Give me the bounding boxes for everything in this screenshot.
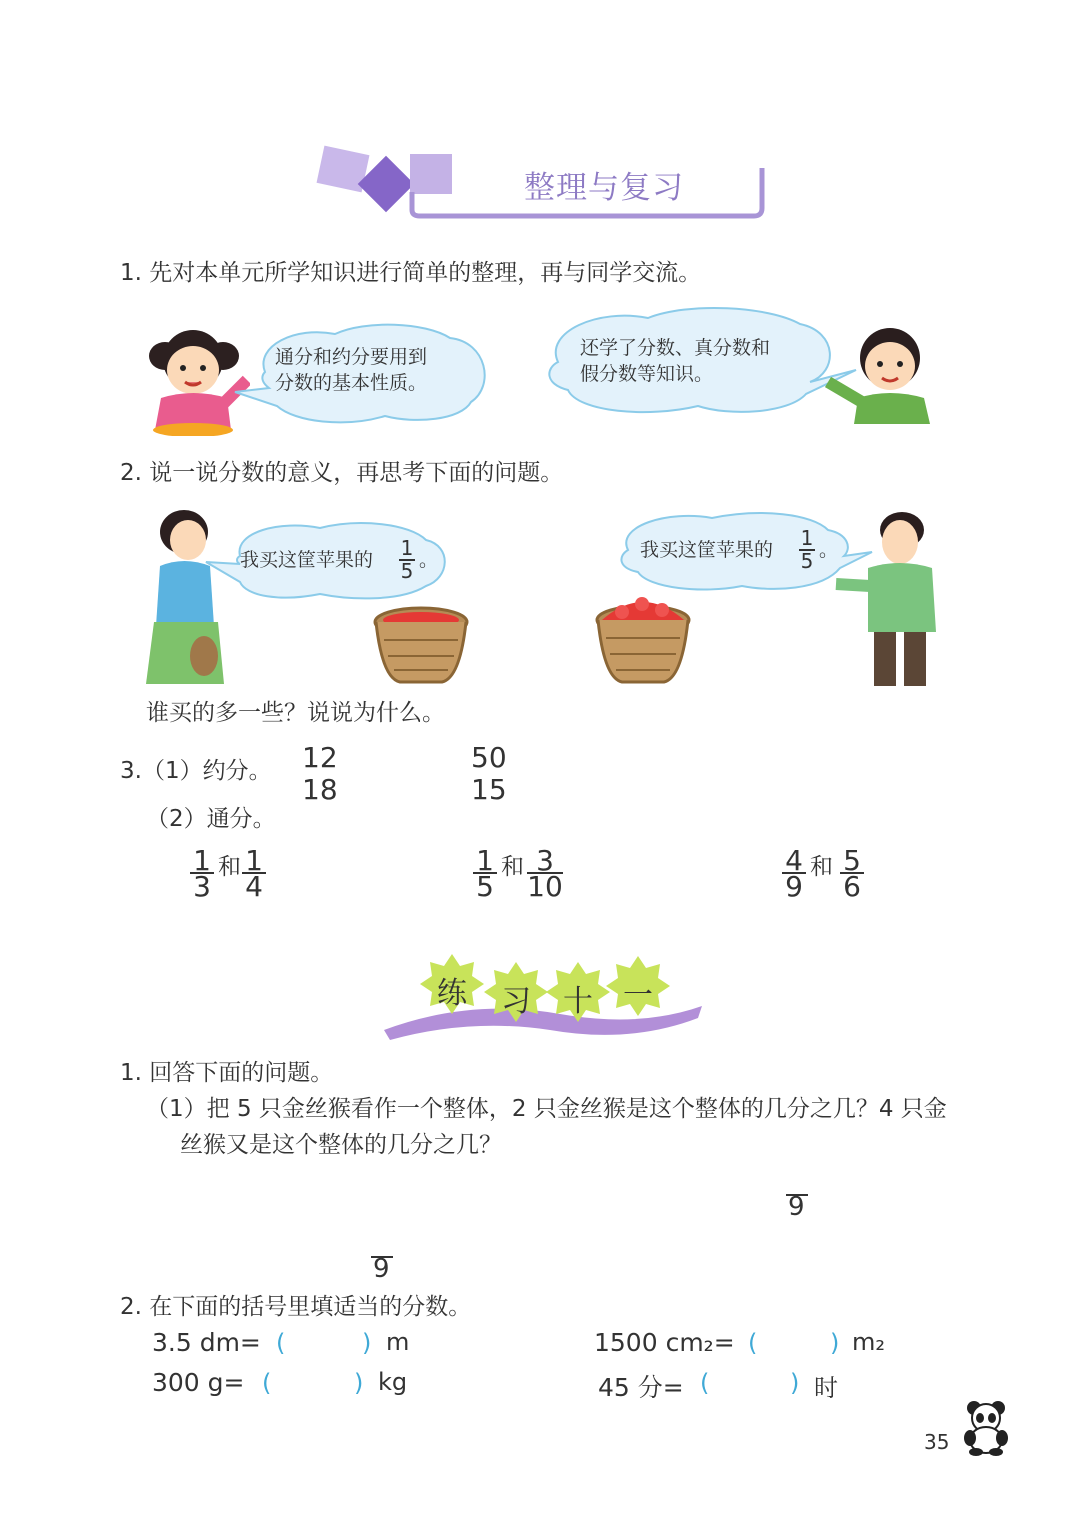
and-text: 和	[810, 854, 833, 880]
question-3-common-label: （2）通分。	[146, 806, 276, 832]
woman-bubble-fraction	[397, 538, 417, 582]
fraction-bar	[527, 872, 563, 874]
and-text: 和	[218, 854, 241, 880]
fraction-bar	[190, 872, 214, 874]
man-bubble-fraction	[797, 528, 817, 572]
fraction-denominator: 15	[471, 773, 507, 806]
man-illustration	[832, 508, 942, 688]
exercise-title-char-1: 练	[437, 976, 467, 1011]
fraction-bar	[782, 872, 806, 874]
fill-expression: 45 分=	[598, 1373, 684, 1402]
woman-bubble-end: 。	[419, 549, 439, 571]
exercise-question-1-1-line-2: 丝猴又是这个整体的几分之几？	[180, 1132, 502, 1158]
exercise-question-1-1-line-1: （1）把 5 只金丝猴看作一个整体，2 只金丝猴是这个整体的几分之几？4 只金	[146, 1096, 947, 1122]
fill-close-paren: )	[830, 1329, 840, 1357]
fill-item-1	[152, 1328, 432, 1360]
fraction-bar	[840, 872, 864, 874]
fraction-denominator: 10	[527, 870, 563, 903]
fill-unit: m₂	[852, 1328, 885, 1356]
exercise-title-char-4: 一	[623, 978, 653, 1013]
fraction-numerator: 12	[302, 741, 338, 774]
exercise-header-decoration	[380, 948, 710, 1044]
reduce-fraction-2	[471, 742, 507, 806]
fraction-denominator: 5	[400, 559, 414, 583]
reduce-fraction-1	[302, 742, 338, 806]
stray-digit-a: 9	[788, 1192, 805, 1222]
exercise-question-1: 1. 回答下面的问题。	[120, 1060, 334, 1086]
fraction-numerator: 1	[800, 526, 814, 550]
fraction-bar	[473, 872, 497, 874]
apple-basket-right	[592, 590, 694, 686]
fraction-bar	[242, 872, 266, 874]
common-denominator-pair-3	[782, 846, 872, 906]
exercise-title-char-3: 十	[563, 984, 593, 1019]
girl-bubble-line-1: 通分和约分要用到	[275, 346, 428, 368]
fill-expression: 300 g=	[152, 1368, 245, 1397]
common-denominator-pair-2	[473, 846, 573, 906]
fraction-denominator: 3	[193, 870, 211, 903]
fill-answer-blank[interactable]	[764, 1332, 828, 1358]
question-2: 2. 说一说分数的意义，再思考下面的问题。	[120, 460, 564, 486]
fraction-numerator: 1	[400, 536, 414, 560]
exercise-title-char-2: 习	[501, 984, 531, 1019]
and-text: 和	[501, 854, 524, 880]
panda-icon	[958, 1398, 1012, 1456]
fill-expression: 3.5 dm=	[152, 1328, 261, 1357]
fill-expression: 1500 cm₂=	[594, 1328, 735, 1357]
boy-bubble-line-1: 还学了分数、真分数和	[580, 337, 771, 359]
fraction-numerator: 1	[245, 844, 263, 877]
section-header	[310, 140, 780, 230]
fill-close-paren: )	[790, 1369, 800, 1397]
fraction-numerator: 1	[193, 844, 211, 877]
boy-bubble-line-2: 假分数等知识。	[580, 363, 714, 385]
fraction-numerator: 50	[471, 741, 507, 774]
fill-answer-blank[interactable]	[278, 1372, 342, 1398]
page-title: 整理与复习	[524, 170, 684, 206]
apple-basket-left	[370, 604, 472, 686]
woman-bubble-text: 我买这筐苹果的	[240, 549, 374, 571]
fraction-denominator: 5	[476, 870, 494, 903]
fill-close-paren: )	[362, 1329, 372, 1357]
fraction-denominator: 4	[245, 870, 263, 903]
fraction-denominator: 18	[302, 773, 338, 806]
fraction-denominator: 9	[785, 870, 803, 903]
fill-item-2	[594, 1328, 894, 1360]
fill-open-paren: (	[276, 1329, 286, 1357]
fill-answer-blank[interactable]	[292, 1332, 356, 1358]
fill-unit: 时	[814, 1374, 838, 1402]
question-1: 1. 先对本单元所学知识进行简单的整理，再与同学交流。	[120, 260, 702, 286]
fill-unit: m	[386, 1328, 410, 1356]
fill-unit: kg	[378, 1368, 408, 1396]
stray-digit-b: 9	[373, 1254, 390, 1284]
fill-close-paren: )	[354, 1369, 364, 1397]
fraction-denominator: 6	[843, 870, 861, 903]
fill-item-4	[598, 1368, 878, 1400]
fill-open-paren: (	[700, 1369, 710, 1397]
man-bubble-text: 我买这筐苹果的	[640, 539, 774, 561]
fraction-denominator: 5	[800, 549, 814, 573]
page-number: 35	[924, 1430, 950, 1454]
fraction-numerator: 5	[843, 844, 861, 877]
exercise-question-2: 2. 在下面的括号里填适当的分数。	[120, 1294, 472, 1320]
common-denominator-pair-1	[190, 846, 280, 906]
fraction-numerator: 1	[476, 844, 494, 877]
boy-illustration	[820, 318, 940, 426]
fill-open-paren: (	[748, 1329, 758, 1357]
fraction-numerator: 3	[536, 844, 554, 877]
question-3-reduce-label: 3.（1）约分。	[120, 758, 272, 784]
question-2-prompt: 谁买的多一些？说说为什么。	[146, 700, 445, 726]
fill-answer-blank[interactable]	[716, 1372, 780, 1398]
fill-item-3	[152, 1368, 432, 1400]
fraction-numerator: 4	[785, 844, 803, 877]
girl-bubble-line-2: 分数的基本性质。	[275, 372, 428, 394]
fill-open-paren: (	[262, 1369, 272, 1397]
man-bubble-end: 。	[819, 539, 839, 561]
